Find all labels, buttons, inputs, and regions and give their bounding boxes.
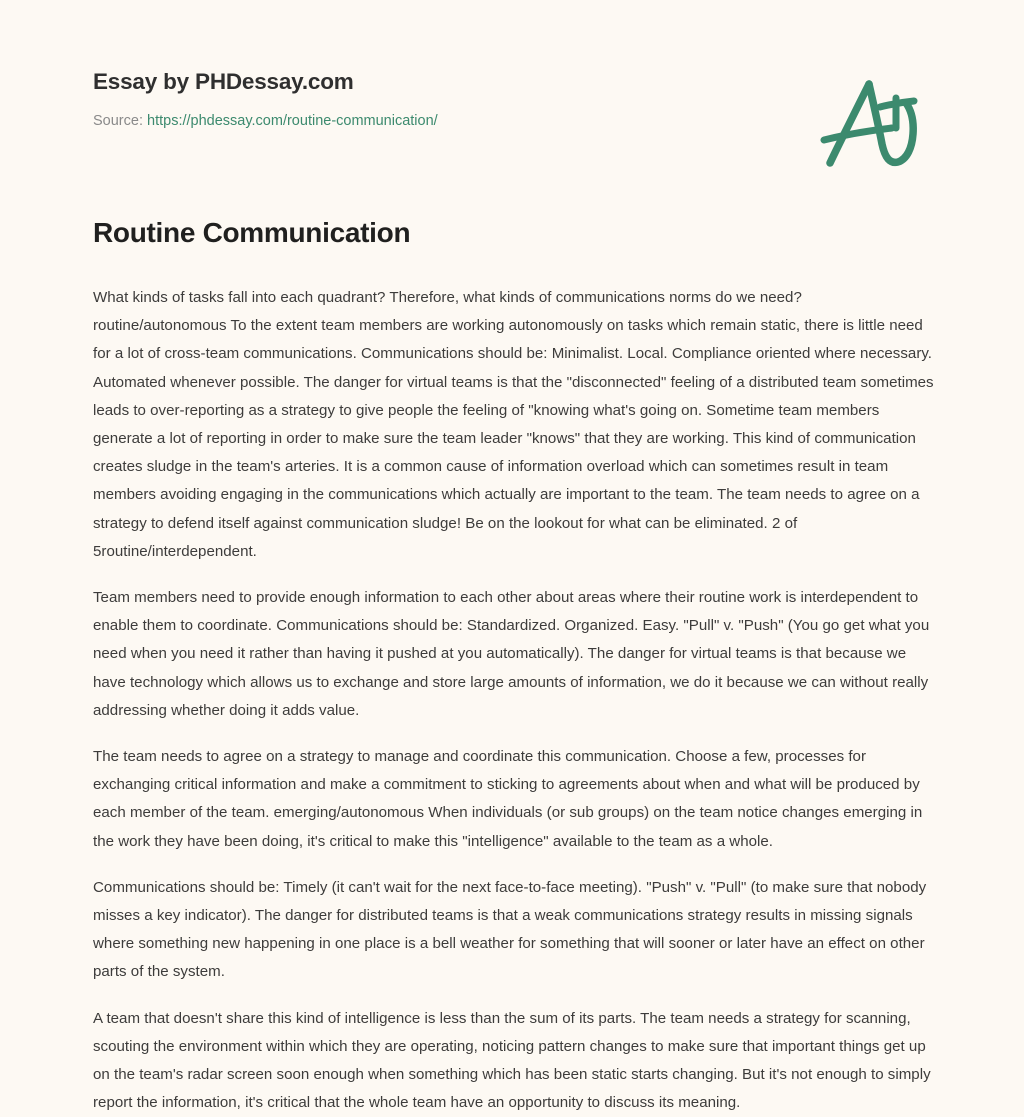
article-paragraph: Team members need to provide enough information to each other about areas where their routine work is interdependent to enable them to coordinate. Communications should be: Standardized. Organized. Easy. "Pull" v. "Push" (You go get what you need when you need it rather than having it pushed at you automatically). The danger for virtual teams is that because we have technology which allows us to exchange and store large amounts of information, we do it because we can without really addressing whether doing it adds value. xyxy=(93,589,930,719)
brand-title: Essay by PHDessay.com xyxy=(93,69,354,94)
page-header xyxy=(0,0,1024,190)
article-paragraph: The team needs to agree on a strategy to manage and coordinate this communication. Choose a few, processes for exchanging critical information and make a commitment to sticking to agreements about when and what will be produced by each member of the team. emerging/autonomous When individuals (or sub groups) on the team notice changes emerging in the work they have been doing, it's critical to make this "intelligence" available to the team as a whole. xyxy=(93,748,923,850)
article-paragraph: What kinds of tasks fall into each quadrant? Therefore, what kinds of communications norms do we need? routine/autonomous To the extent team members are working autonomously on tasks which remain static, there is little need for a lot of cross-team communications. Communications should be: Minimalist. Local. Compliance oriented where necessary. Automated whenever possible. The danger for virtual teams is that the "disconnected" feeling of a distributed team sometimes leads to over-reporting as a strategy to give people the feeling of "knowing what's going on. Sometime team members generate a lot of reporting in order to make sure the team leader "knows" that they are working. This kind of communication creates sludge in the team's arteries. It is a common cause of information overload which can sometimes result in team members avoiding engaging in the communications which actually are important to the team. The team needs to agree on a strategy to defend itself against communication sludge! Be on the lookout for what can be eliminated. 2 of 5routine/interdependent. xyxy=(93,289,934,560)
a-plus-logo-icon xyxy=(806,62,936,174)
source-line xyxy=(93,112,438,131)
article xyxy=(93,215,938,1117)
source-label: Source: xyxy=(93,113,143,129)
article-paragraph: Communications should be: Timely (it can't wait for the next face-to-face meeting). "Push" v. "Pull" (to make sure that nobody misses a key indicator). The danger for distributed teams is that a weak communications strategy results in missing signals where something new happening in one place is a bell weather for something that will sooner or later have an effect on other parts of the system. xyxy=(93,878,927,981)
page-title: Routine Communication xyxy=(93,217,411,248)
brand-block xyxy=(93,68,438,131)
article-paragraph: A team that doesn't share this kind of intelligence is less than the sum of its parts. The team needs a strategy for scanning, scouting the environment within which they are operating, noticing pattern changes to make sure that important things get up on the team's radar screen soon enough when something which has been static starts changing. But it's not enough to simply report the information, it's critical that the whole team have an opportunity to discuss its meaning. xyxy=(93,1009,931,1112)
source-url-link[interactable]: https://phdessay.com/routine-communication/ xyxy=(147,113,438,129)
article-body xyxy=(93,284,938,1117)
